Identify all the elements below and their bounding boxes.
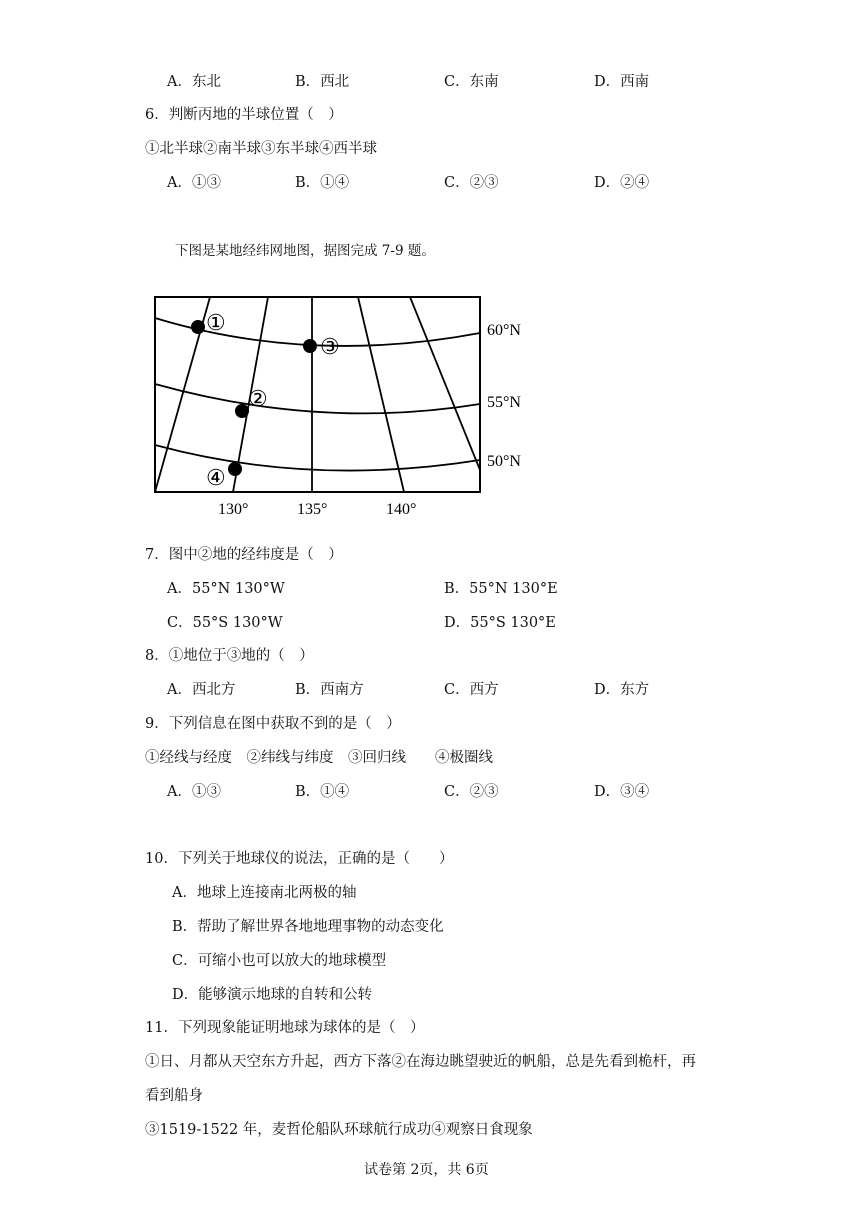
page-footer: 试卷第 2页，共 6页 <box>364 1162 489 1178</box>
q11-items-line2: 看到船身 <box>145 1088 203 1104</box>
lat-label-50n: 50°N <box>487 453 521 470</box>
q10-option-c: C．可缩小也可以放大的地球模型 <box>172 953 387 969</box>
q10-option-b: B．帮助了解世界各地地理事物的动态变化 <box>172 919 444 935</box>
point-label-3: ③ <box>320 334 340 359</box>
q11-items-line3: ③1519-1522 年，麦哲伦船队环球航行成功④观察日食现象 <box>145 1122 533 1138</box>
lon-label-140: 140° <box>386 501 417 518</box>
point-3 <box>303 339 317 353</box>
q10-option-d: D．能够演示地球的自转和公转 <box>172 987 373 1003</box>
lon-label-135: 135° <box>297 501 328 518</box>
lon-label-130: 130° <box>218 501 249 518</box>
point-4 <box>228 462 242 476</box>
q5-option-b: B．西北 <box>295 74 350 90</box>
q8-option-a: A．西北方 <box>167 682 236 698</box>
lat-lon-grid-map <box>150 293 550 523</box>
q9-option-c: C．②③ <box>444 784 499 800</box>
q6-option-a: A．①③ <box>167 175 221 191</box>
meridian-140 <box>358 297 404 492</box>
q7-option-c: C．55°S 130°W <box>167 615 283 631</box>
q6-option-c: C．②③ <box>444 175 499 191</box>
point-label-1: ① <box>206 310 226 335</box>
map-intro: 下图是某地经纬网地图，据图完成 7-9 题。 <box>175 243 435 259</box>
q9-items: ①经线与经度 ②纬线与纬度 ③回归线 ④极圈线 <box>145 750 493 766</box>
q8-option-d: D．东方 <box>594 682 650 698</box>
q7-option-a: A．55°N 130°W <box>167 581 285 597</box>
q11-stem: 11．下列现象能证明地球为球体的是（ ） <box>145 1020 425 1036</box>
q8-option-b: B．西南方 <box>295 682 364 698</box>
point-label-4: ④ <box>206 465 226 490</box>
q6-items: ①北半球②南半球③东半球④西半球 <box>145 141 377 157</box>
q5-option-d: D．西南 <box>594 74 650 90</box>
point-2 <box>235 404 249 418</box>
q7-option-b: B．55°N 130°E <box>444 581 558 597</box>
q10-stem: 10．下列关于地球仪的说法，正确的是（ ） <box>145 851 454 867</box>
parallel-55n <box>155 384 480 413</box>
q5-option-a: A．东北 <box>167 74 221 90</box>
q5-option-c: C．东南 <box>444 74 499 90</box>
q11-items-line1: ①日、月都从天空东方升起，西方下落②在海边眺望驶近的帆船，总是先看到桅杆，再 <box>145 1054 696 1070</box>
q9-stem: 9．下列信息在图中获取不到的是（ ） <box>145 716 401 732</box>
q9-option-b: B．①④ <box>295 784 350 800</box>
q9-option-d: D．③④ <box>594 784 650 800</box>
q6-option-b: B．①④ <box>295 175 350 191</box>
q7-option-d: D．55°S 130°E <box>444 615 556 631</box>
point-1 <box>191 320 205 334</box>
q10-option-a: A．地球上连接南北两极的轴 <box>172 885 357 901</box>
point-label-2: ② <box>248 386 268 411</box>
meridian-right <box>410 297 480 470</box>
lat-label-55n: 55°N <box>487 394 521 411</box>
q6-stem: 6．判断丙地的半球位置（ ） <box>145 107 343 123</box>
q8-option-c: C．西方 <box>444 682 499 698</box>
lat-label-60n: 60°N <box>487 322 521 339</box>
q8-stem: 8．①地位于③地的（ ） <box>145 648 314 664</box>
parallel-50n <box>155 445 480 471</box>
q9-option-a: A．①③ <box>167 784 221 800</box>
q6-option-d: D．②④ <box>594 175 650 191</box>
q7-stem: 7．图中②地的经纬度是（ ） <box>145 547 343 563</box>
